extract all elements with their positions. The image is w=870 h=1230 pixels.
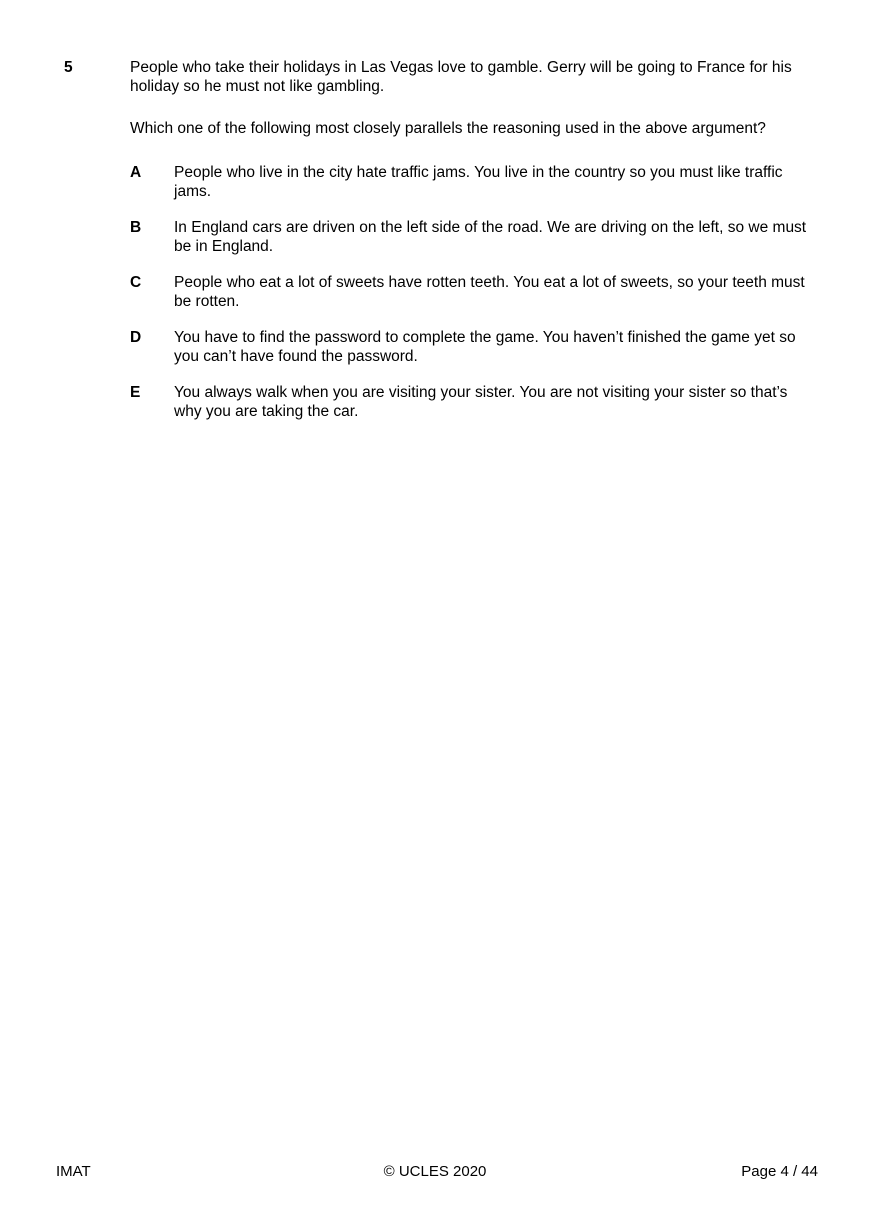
option-letter: C <box>130 274 142 291</box>
option-text: People who eat a lot of sweets have rotten teeth. You eat a lot of sweets, so your teeth must be rotten. <box>174 274 805 310</box>
option-text: In England cars are driven on the left side of the road. We are driving on the left, so we must be in England. <box>174 219 807 255</box>
option-letter: A <box>130 164 142 181</box>
option-text: You always walk when you are visiting your sister. You are not visiting your sister so that’s why you are taking the car. <box>174 384 788 420</box>
footer-page-number: Page 4 / 44 <box>741 1163 818 1180</box>
option-letter: D <box>130 329 142 346</box>
footer-exam-name: IMAT <box>56 1163 91 1180</box>
option-text: People who live in the city hate traffic jams. You live in the country so you must like traffic jams. <box>174 164 783 200</box>
option-letter: B <box>130 219 142 236</box>
footer-copyright: © UCLES 2020 <box>383 1163 487 1180</box>
option-text: You have to find the password to complete the game. You haven’t finished the game yet so you can’t have found the password. <box>174 329 796 365</box>
question-stem: People who take their holidays in Las Vegas love to gamble. Gerry will be going to France for his holiday so he must not like gambling. <box>130 59 792 95</box>
question-number: 5 <box>64 59 73 76</box>
option-letter: E <box>130 384 141 401</box>
question-prompt: Which one of the following most closely parallels the reasoning used in the above argument? <box>130 120 766 137</box>
